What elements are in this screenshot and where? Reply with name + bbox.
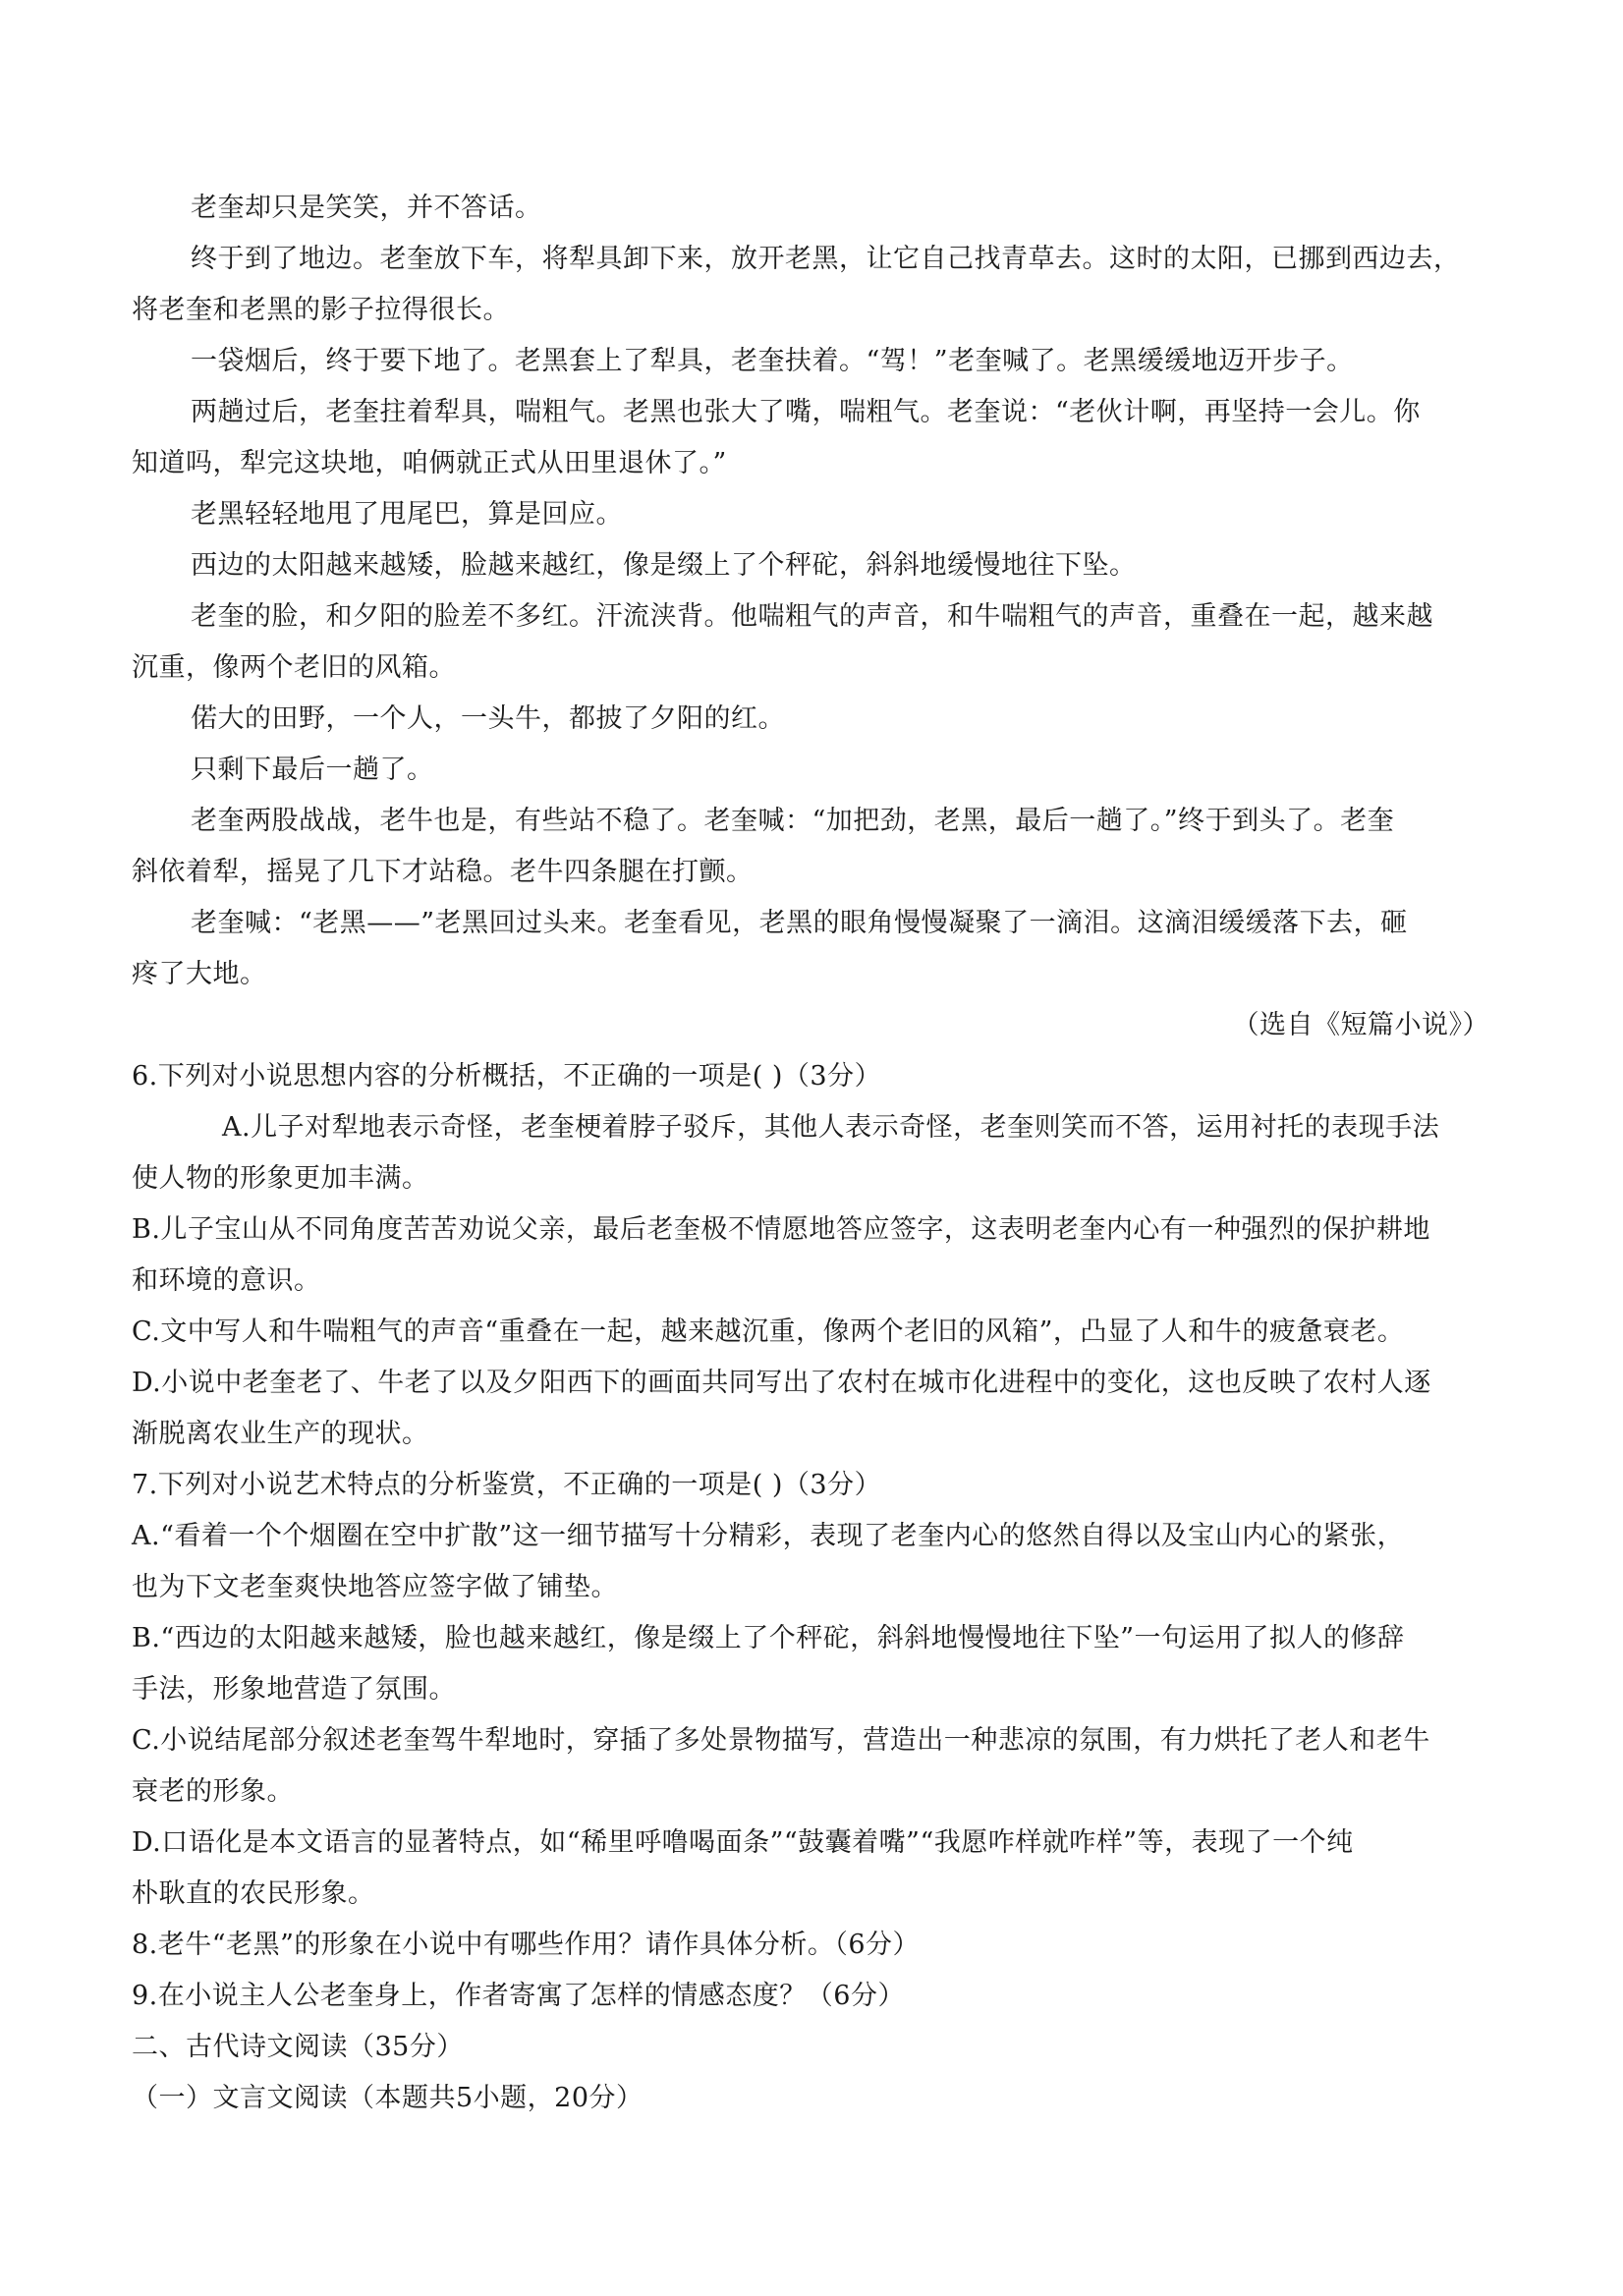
story-paragraph: 偌大的田野，一个人，一头牛，都披了夕阳的红。: [191, 703, 785, 734]
question-6-option-c: C.文中写人和牛喘粗气的声音“重叠在一起，越来越沉重，像两个老旧的风箱”，凸显了人和牛的疲惫衰老。: [132, 1316, 1405, 1347]
question-8: 8.老牛“老黑”的形象在小说中有哪些作用？请作具体分析。（6分）: [132, 1930, 921, 1960]
story-paragraph: 两趟过后，老奎拄着犁具，喘粗气。老黑也张大了嘴，喘粗气。老奎说：“老伙计啊，再坚持一会儿。你: [191, 397, 1421, 427]
story-paragraph: 只剩下最后一趟了。: [191, 755, 434, 785]
question-6-option-b: B.儿子宝山从不同角度苦苦劝说父亲，最后老奎极不情愿地答应签字，这表明老奎内心有一种强烈的保护耕地: [132, 1214, 1430, 1245]
question-7-option-b-cont: 手法，形象地营造了氛围。: [132, 1674, 456, 1705]
question-6-option-a: A.儿子对犁地表示奇怪，老奎梗着脖子驳斥，其他人表示奇怪，老奎则笑而不答，运用衬托的表现手法: [222, 1112, 1440, 1143]
story-paragraph-cont: 沉重，像两个老旧的风箱。: [132, 652, 456, 683]
question-7-option-c: C.小说结尾部分叙述老奎驾牛犁地时，穿插了多处景物描写，营造出一种悲凉的氛围，有力烘托了老人和老牛: [132, 1725, 1430, 1756]
question-7-option-d: D.口语化是本文语言的显著特点，如“稀里呼噜喝面条”“鼓囊着嘴”“我愿咋样就咋样”等，表现了一个纯: [132, 1827, 1354, 1858]
story-paragraph-cont: 疼了大地。: [132, 959, 267, 989]
story-paragraph: 老奎却只是笑笑，并不答话。: [191, 193, 542, 223]
question-6-option-a-cont: 使人物的形象更加丰满。: [132, 1163, 429, 1194]
question-7-option-a-cont: 也为下文老奎爽快地答应签字做了铺垫。: [132, 1572, 618, 1602]
story-paragraph: 一袋烟后，终于要下地了。老黑套上了犁具，老奎扶着。“驾！”老奎喊了。老黑缓缓地迈开步子。: [191, 346, 1354, 376]
question-9: 9.在小说主人公老奎身上，作者寄寓了怎样的情感态度？（6分）: [132, 1981, 905, 2011]
question-7-option-d-cont: 朴耿直的农民形象。: [132, 1878, 375, 1909]
story-paragraph-cont: 斜依着犁，摇晃了几下才站稳。老牛四条腿在打颤。: [132, 857, 754, 887]
question-6-option-d-cont: 渐脱离农业生产的现状。: [132, 1419, 429, 1449]
story-paragraph: 老奎两股战战，老牛也是，有些站不稳了。老奎喊：“加把劲，老黑，最后一趟了。”终于到头了。老奎: [191, 806, 1395, 836]
source-citation: （选自《短篇小说》）: [1232, 1010, 1489, 1040]
story-paragraph: 终于到了地边。老奎放下车，将犁具卸下来，放开老黑，让它自己找青草去。这时的太阳，已挪到西边去，: [191, 244, 1461, 274]
question-6-option-b-cont: 和环境的意识。: [132, 1265, 321, 1296]
section-heading: 二、古代诗文阅读（35分）: [132, 2032, 464, 2062]
question-6-option-d: D.小说中老奎老了、牛老了以及夕阳西下的画面共同写出了农村在城市化进程中的变化，这也反映了农村人逐: [132, 1368, 1431, 1398]
question-6-stem: 6.下列对小说思想内容的分析概括，不正确的一项是( )（3分）: [132, 1061, 882, 1092]
question-7-option-b: B.“西边的太阳越来越矮，脸也越来越红，像是缀上了个秤砣，斜斜地慢慢地往下坠”一句运用了拟人的修辞: [132, 1623, 1405, 1653]
story-paragraph: 老奎的脸，和夕阳的脸差不多红。汗流浃背。他喘粗气的声音，和牛喘粗气的声音，重叠在一起，越来越: [191, 601, 1433, 632]
story-paragraph: 老奎喊：“老黑——”老黑回过头来。老奎看见，老黑的眼角慢慢凝聚了一滴泪。这滴泪缓缓落下去，砸: [191, 908, 1408, 938]
story-paragraph: 西边的太阳越来越矮，脸越来越红，像是缀上了个秤砣，斜斜地缓慢地往下坠。: [191, 550, 1137, 581]
story-paragraph-cont: 将老奎和老黑的影子拉得很长。: [132, 295, 510, 325]
question-7-option-a: A.“看着一个个烟圈在空中扩散”这一细节描写十分精彩，表现了老奎内心的悠然自得以及宝山内心的紧张，: [132, 1521, 1405, 1551]
story-paragraph-cont: 知道吗，犁完这块地，咱俩就正式从田里退休了。”: [132, 448, 727, 478]
story-paragraph: 老黑轻轻地甩了甩尾巴，算是回应。: [191, 499, 623, 530]
subsection-heading: （一）文言文阅读（本题共5小题，20分）: [132, 2083, 644, 2113]
question-7-option-c-cont: 衰老的形象。: [132, 1776, 294, 1807]
question-7-stem: 7.下列对小说艺术特点的分析鉴赏，不正确的一项是( )（3分）: [132, 1470, 882, 1500]
